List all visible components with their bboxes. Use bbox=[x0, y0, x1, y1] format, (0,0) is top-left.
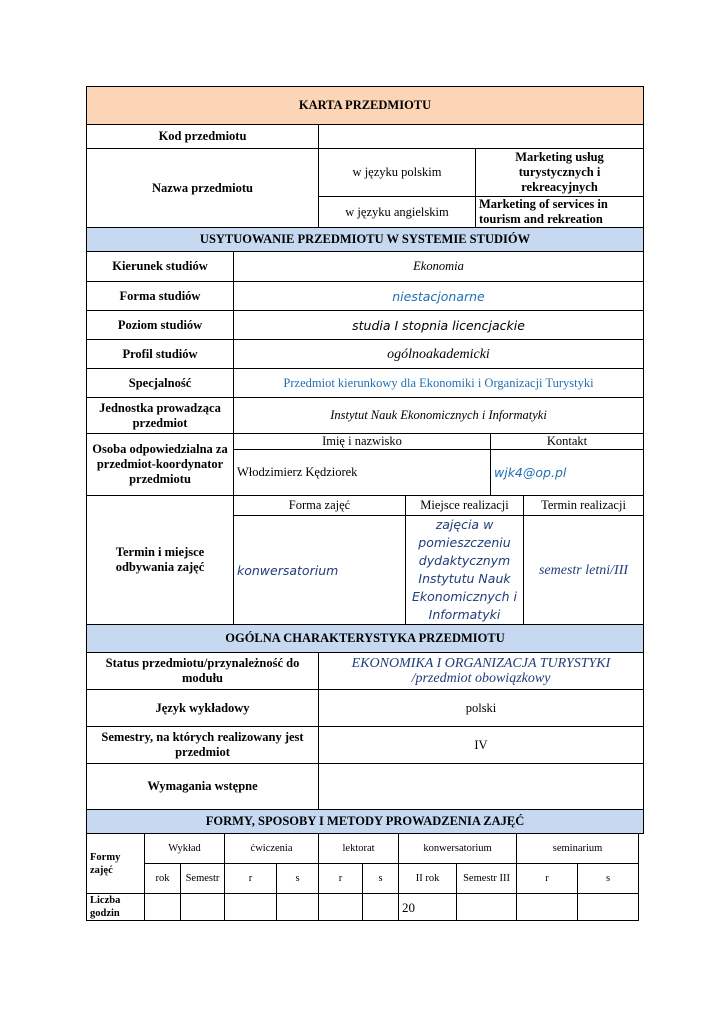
polish-label: w języku polskim bbox=[319, 149, 476, 197]
class-form-value: konwersatorium bbox=[234, 516, 406, 625]
contact-header: Kontakt bbox=[491, 434, 644, 450]
status-value bbox=[319, 653, 644, 690]
general-table bbox=[86, 624, 644, 834]
field-value: Ekonomia bbox=[234, 252, 644, 282]
schedule-label: Termin i miejsce odbywania zajęć bbox=[87, 496, 234, 625]
english-label: w języku angielskim bbox=[319, 197, 476, 228]
forms-label: Formy zajęć bbox=[87, 834, 145, 894]
coordinator-contact[interactable]: wjk4@op.pl bbox=[491, 450, 644, 496]
term-header: Termin realizacji bbox=[524, 496, 644, 516]
hours-cell bbox=[363, 894, 399, 921]
hours-cell bbox=[578, 894, 639, 921]
profile-value: ogólnoakademicki bbox=[234, 340, 644, 369]
section-forms-title: FORMY, SPOSOBY I METODY PROWADZENIA ZAJĘĆ bbox=[87, 810, 644, 834]
english-value: Marketing of services in tourism and rekreation bbox=[476, 197, 644, 228]
specialization-label: Specjalność bbox=[87, 369, 234, 398]
section-placement-title: USYTUOWANIE PRZEDMIOTU W SYSTEMIE STUDIÓW bbox=[87, 228, 644, 252]
semesters-value: IV bbox=[319, 727, 644, 764]
hours-cell bbox=[181, 894, 225, 921]
sub-header: rok bbox=[145, 864, 181, 894]
coordinator-name: Włodzimierz Kędziorek bbox=[234, 450, 491, 496]
course-code-label: Kod przedmiotu bbox=[87, 125, 319, 149]
prerequisites-label: Wymagania wstępne bbox=[87, 764, 319, 810]
sub-header: r bbox=[319, 864, 363, 894]
hours-cell bbox=[319, 894, 363, 921]
unit-value: Instytut Nauk Ekonomicznych i Informatyki bbox=[234, 398, 644, 434]
placement-table bbox=[86, 251, 644, 625]
profile-label: Profil studiów bbox=[87, 340, 234, 369]
hours-cell bbox=[517, 894, 578, 921]
polish-value: Marketing usług turystycznych i rekreacyjnych bbox=[476, 149, 644, 197]
sub-header: s bbox=[363, 864, 399, 894]
level-label: Poziom studiów bbox=[87, 311, 234, 340]
course-name-label: Nazwa przedmiotu bbox=[87, 149, 319, 228]
header-table bbox=[86, 86, 644, 252]
coordinator-label: Osoba odpowiedzialna za przedmiot-koordynator przedmiotu bbox=[87, 434, 234, 496]
place-value: zajęcia w pomieszczeniu dydaktycznym Instytutu Nauk Ekonomicznych i Informatyki bbox=[406, 516, 524, 625]
place-header: Miejsce realizacji bbox=[406, 496, 524, 516]
unit-label: Jednostka prowadząca przedmiot bbox=[87, 398, 234, 434]
class-type-exercises: ćwiczenia bbox=[225, 834, 319, 864]
status-label: Status przedmiotu/przynależność do modułu bbox=[87, 653, 319, 690]
form-value: niestacjonarne bbox=[234, 282, 644, 311]
card-title: KARTA PRZEDMIOTU bbox=[87, 87, 644, 125]
hours-label: Liczba godzin bbox=[87, 894, 145, 921]
sub-header: s bbox=[578, 864, 639, 894]
status-value-line2: /przedmiot obowiązkowy bbox=[411, 671, 551, 686]
class-type-seminar: seminarium bbox=[517, 834, 639, 864]
hours-cell-conversation: 20 bbox=[399, 894, 457, 921]
course-card bbox=[86, 86, 643, 921]
class-form-header: Forma zajęć bbox=[234, 496, 406, 516]
hours-cell bbox=[457, 894, 517, 921]
status-value-line1: EKONOMIKA I ORGANIZACJA TURYSTYKI bbox=[351, 656, 611, 671]
semesters-label: Semestry, na których realizowany jest przedmiot bbox=[87, 727, 319, 764]
field-label: Kierunek studiów bbox=[87, 252, 234, 282]
form-label: Forma studiów bbox=[87, 282, 234, 311]
section-general-title: OGÓLNA CHARAKTERYSTYKA PRZEDMIOTU bbox=[87, 625, 644, 653]
sub-header: r bbox=[225, 864, 277, 894]
term-value: semestr letni/III bbox=[524, 516, 644, 625]
specialization-value: Przedmiot kierunkowy dla Ekonomiki i Organizacji Turystyki bbox=[234, 369, 644, 398]
sub-header: s bbox=[277, 864, 319, 894]
sub-header: r bbox=[517, 864, 578, 894]
name-header: Imię i nazwisko bbox=[234, 434, 491, 450]
class-type-conversation: konwersatorium bbox=[399, 834, 517, 864]
sub-header: Semestr III bbox=[457, 864, 517, 894]
class-type-lecture: Wykład bbox=[145, 834, 225, 864]
hours-cell bbox=[145, 894, 181, 921]
hours-cell bbox=[277, 894, 319, 921]
language-value: polski bbox=[319, 690, 644, 727]
sub-header: II rok bbox=[399, 864, 457, 894]
sub-header: Semestr bbox=[181, 864, 225, 894]
forms-table bbox=[86, 833, 639, 921]
language-label: Język wykładowy bbox=[87, 690, 319, 727]
hours-cell bbox=[225, 894, 277, 921]
level-value: studia I stopnia licencjackie bbox=[234, 311, 644, 340]
class-type-lectorate: lektorat bbox=[319, 834, 399, 864]
prerequisites-value bbox=[319, 764, 644, 810]
course-code-value bbox=[319, 125, 644, 149]
